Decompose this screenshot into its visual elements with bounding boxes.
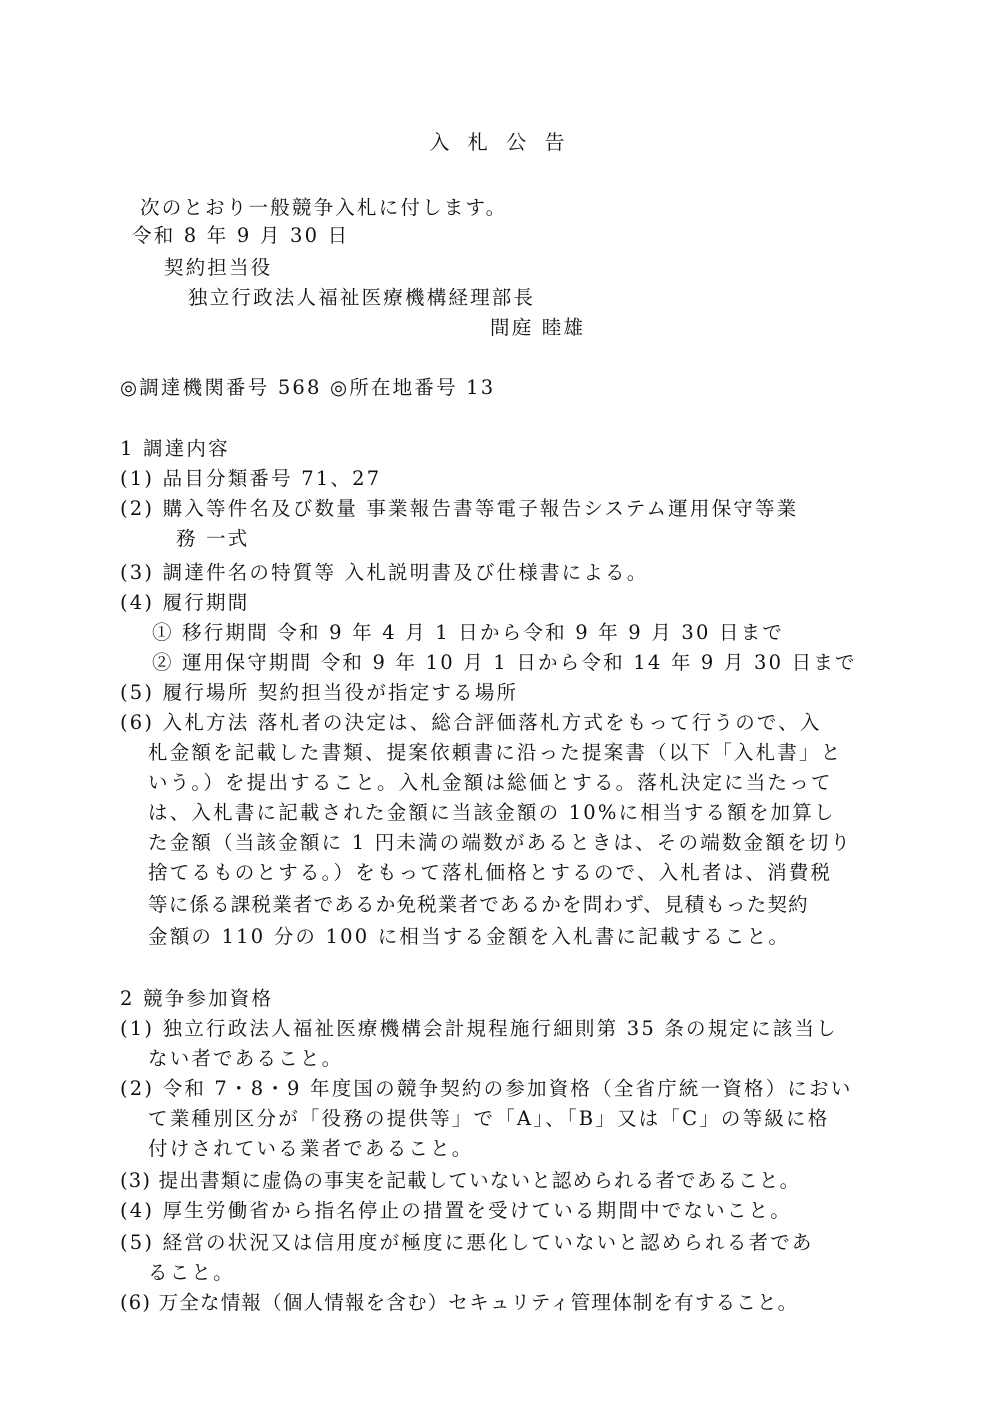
notice-title: 入 札 公 告 <box>429 130 571 154</box>
section2-item2-line2: て業種別区分が「役務の提供等」で「A」、「B」又は「C」の等級に格 <box>148 1107 830 1130</box>
section2-item2-line3: 付けされている業者であること。 <box>148 1137 474 1160</box>
section1-item6-line8: 金額の 110 分の 100 に相当する金額を入札書に記載すること。 <box>148 925 791 948</box>
section1-heading: 1 調達内容 <box>120 437 230 460</box>
section1-item6-line1: (6) 入札方法 落札者の決定は、総合評価落札方式をもって行うので、入 <box>120 711 822 734</box>
section1-item2-line2: 務 一式 <box>176 527 250 550</box>
section1-item6-line6: 捨てるものとする。）をもって落札価格とするので、入札者は、消費税 <box>148 861 833 884</box>
section1-item1: (1) 品目分類番号 71、27 <box>120 467 382 490</box>
section1-item4: (4) 履行期間 <box>120 591 250 614</box>
intro-text: 次のとおり一般競争入札に付します。 <box>140 196 508 219</box>
section2-item2-line1: (2) 令和 7・8・9 年度国の競争契約の参加資格（全省庁統一資格）におい <box>120 1077 853 1100</box>
procurement-codes: ◎調達機関番号 568 ◎所在地番号 13 <box>120 376 496 399</box>
section1-item6-line5: た金額（当該金額に 1 円未満の端数があるときは、その端数金額を切り <box>148 831 853 854</box>
section1-item3: (3) 調達件名の特質等 入札説明書及び仕様書による。 <box>120 561 649 584</box>
section1-item2-line1: (2) 購入等件名及び数量 事業報告書等電子報告システム運用保守等業 <box>120 497 799 520</box>
section2-item5-line2: ること。 <box>148 1261 235 1284</box>
section2-heading: 2 競争参加資格 <box>120 987 274 1010</box>
section1-item6-line2: 札金額を記載した書類、提案依頼書に沿った提案書（以下「入札書」と <box>148 741 843 764</box>
section2-item5-line1: (5) 経営の状況又は信用度が極度に悪化していないと認められる者であ <box>120 1231 814 1254</box>
officer-org: 独立行政法人福祉医療機構経理部長 <box>188 286 536 309</box>
officer-name: 間庭 睦雄 <box>490 316 586 339</box>
section2-item1-line2: ない者であること。 <box>148 1047 344 1070</box>
section1-item6-line7: 等に係る課税業者であるか免税業者であるかを問わず、見積もった契約 <box>148 893 809 916</box>
section1-item6-line4: は、入札書に記載された金額に当該金額の 10%に相当する額を加算し <box>148 801 836 824</box>
section1-item4-sub1: ① 移行期間 令和 9 年 4 月 1 日から令和 9 年 9 月 30 日まで <box>152 621 785 644</box>
section1-item6-line3: いう。）を提出すること。入札金額は総価とする。落札決定に当たって <box>148 771 833 794</box>
section2-item1-line1: (1) 独立行政法人福祉医療機構会計規程施行細則第 35 条の規定に該当し <box>120 1017 838 1040</box>
section1-item5: (5) 履行場所 契約担当役が指定する場所 <box>120 681 519 704</box>
section2-item6: (6) 万全な情報（個人情報を含む）セキュリティ管理体制を有すること。 <box>120 1291 799 1314</box>
notice-date: 令和 8 年 9 月 30 日 <box>132 224 350 247</box>
officer-role: 契約担当役 <box>164 256 273 279</box>
section1-item4-sub2: ② 運用保守期間 令和 9 年 10 月 1 日から令和 14 年 9 月 30 日まで <box>152 651 857 674</box>
section2-item4: (4) 厚生労働省から指名停止の措置を受けている期間中でないこと。 <box>120 1199 792 1222</box>
section2-item3: (3) 提出書類に虚偽の事実を記載していないと認められる者であること。 <box>120 1169 801 1192</box>
